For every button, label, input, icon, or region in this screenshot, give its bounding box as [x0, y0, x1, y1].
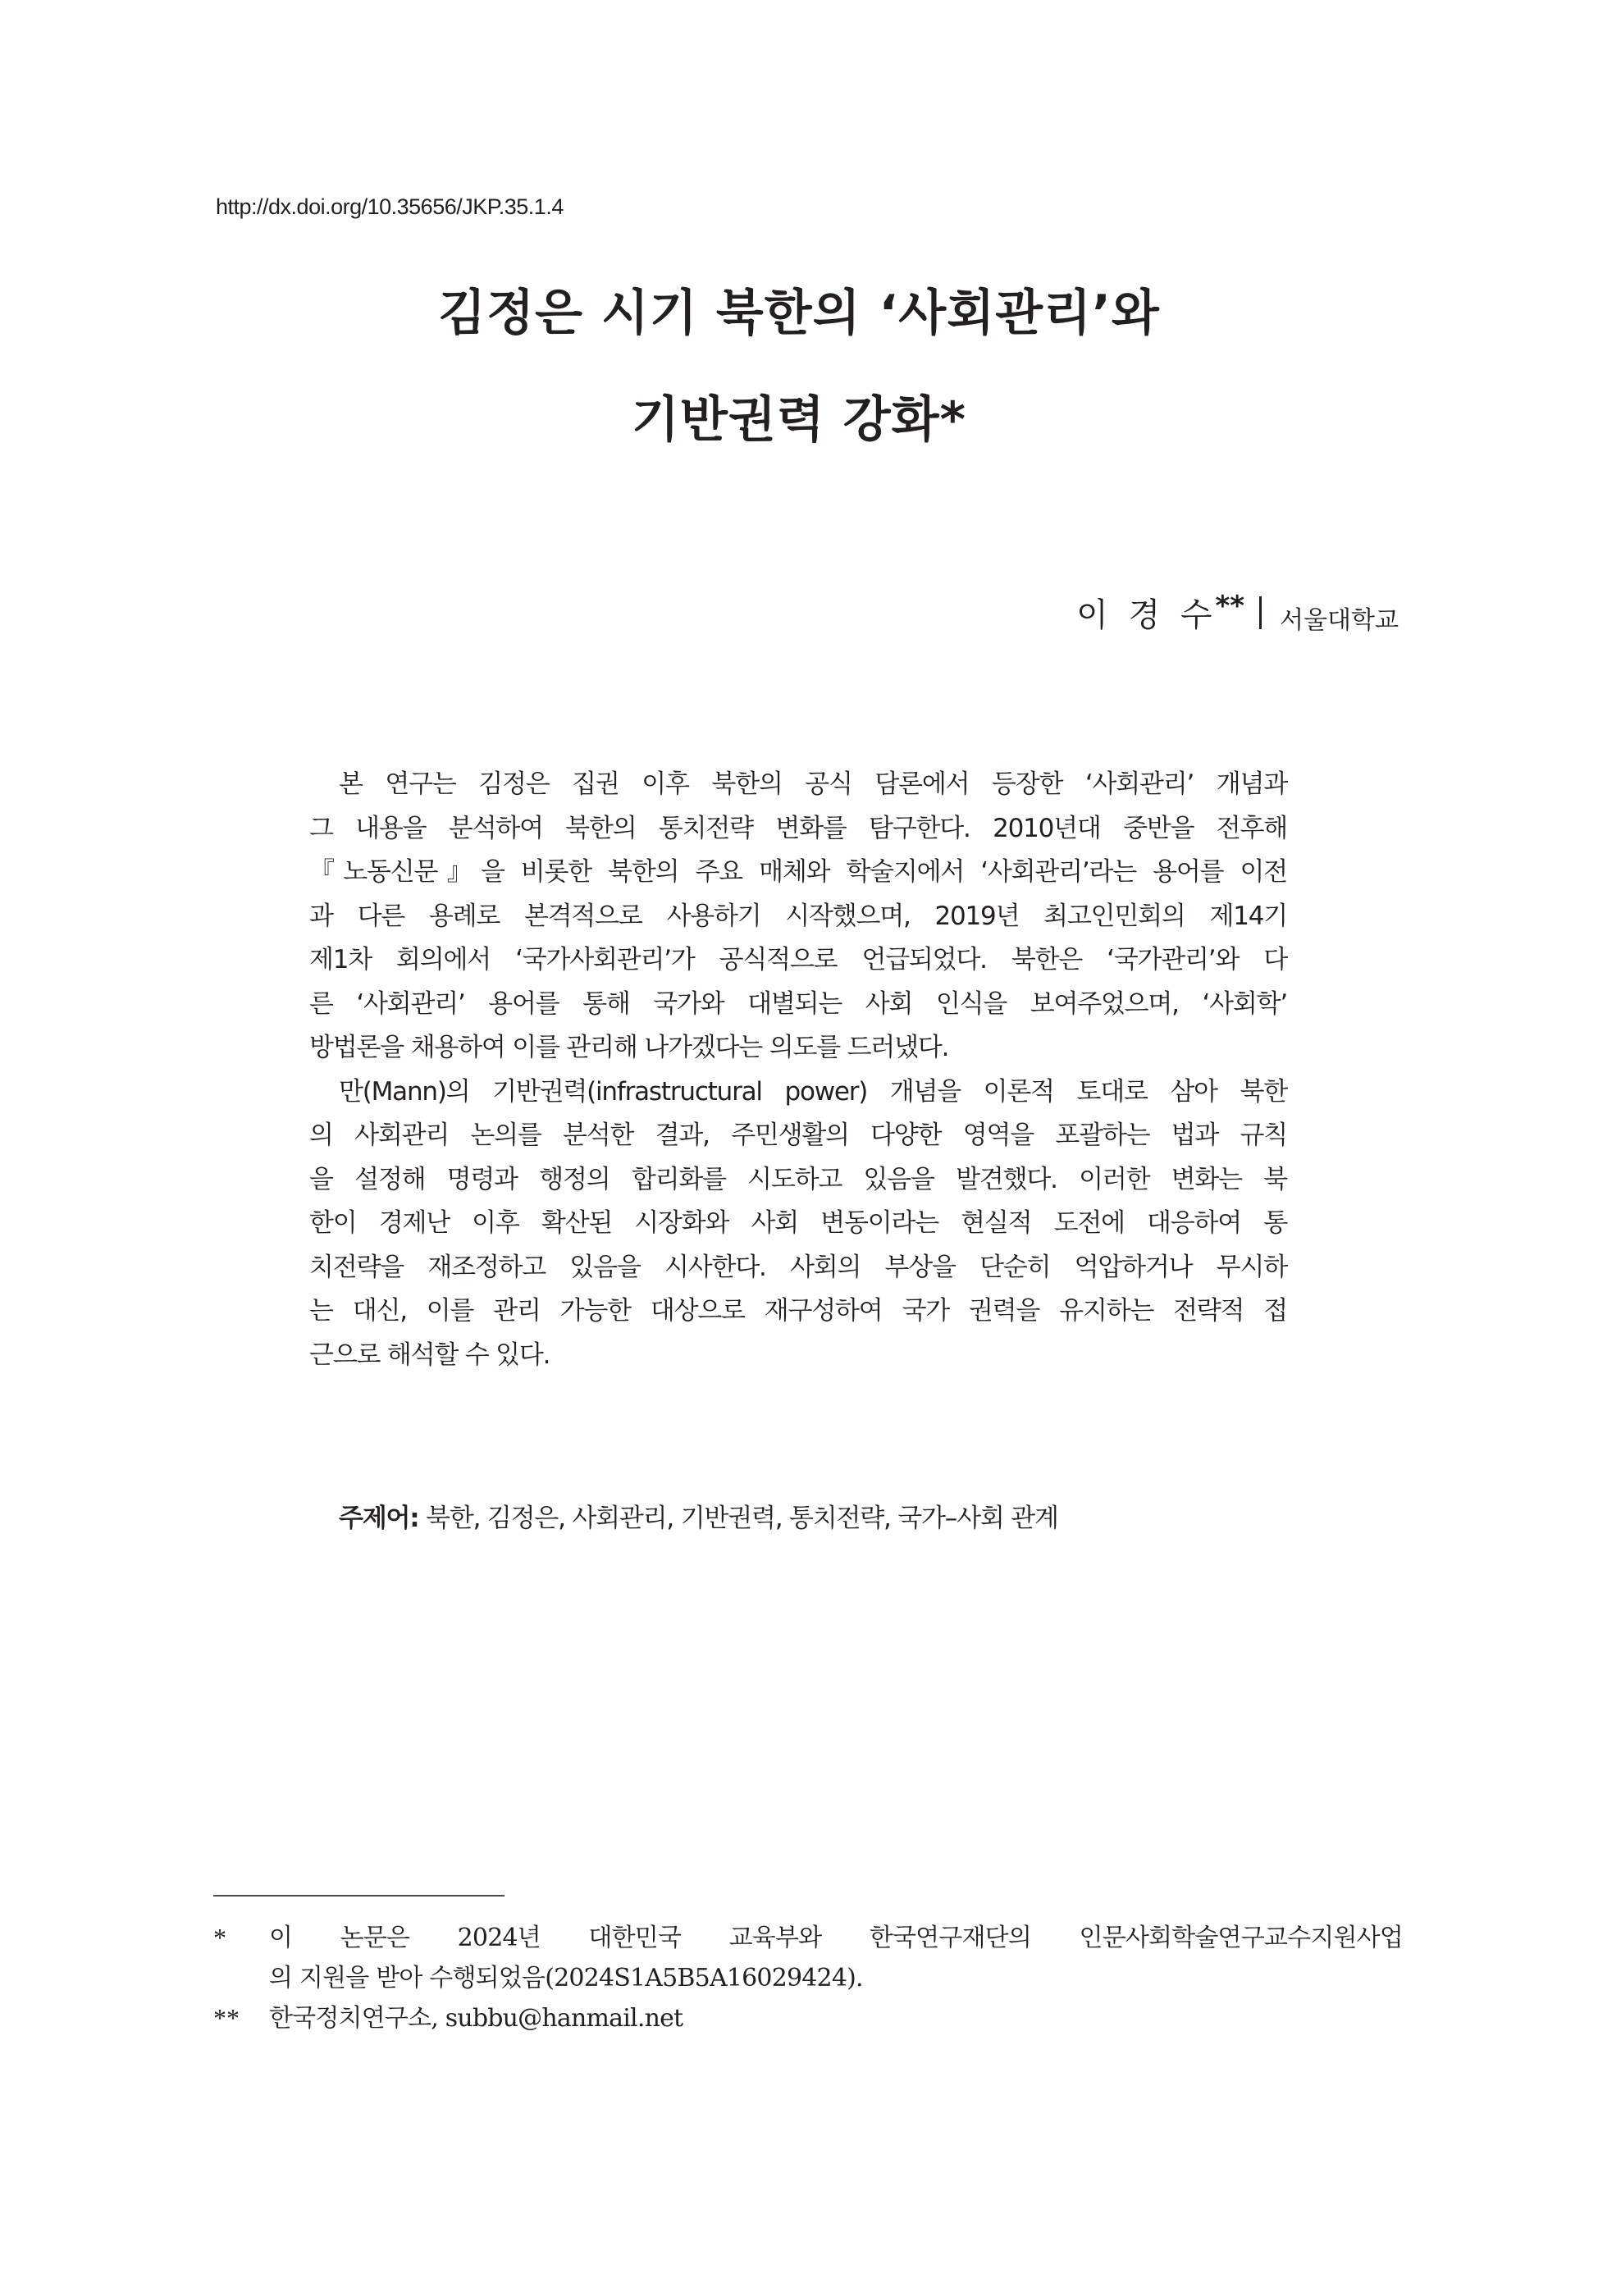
abstract-line: 한이 경제난 이후 확산된 시장화와 사회 변동이라는 현실적 도전에 대응하여 통: [309, 1208, 1287, 1238]
author-footnote-mark: **: [1215, 589, 1245, 623]
abstract-line: 을 설정해 명령과 행정의 합리화를 시도하고 있음을 발견했다. 이러한 변화는 북: [309, 1164, 1287, 1194]
author-separator: [1259, 596, 1262, 629]
title-line-1: 김정은 시기 북한의 ‘사회관리’와: [438, 285, 1160, 342]
author-affiliation: 서울대학교: [1280, 605, 1399, 635]
author-byline: [1076, 589, 1399, 636]
footnote-line: 의 지원을 받아 수행되었음(2024S1A5B5A16029424).: [269, 1964, 863, 1992]
keywords: [339, 1501, 1058, 1536]
abstract-line: 른 ‘사회관리’ 용어를 통해 국가와 대별되는 사회 인식을 보여주었으며, ‘사회학’: [309, 988, 1287, 1019]
author-name: 이 경 수: [1076, 596, 1217, 634]
title-line-2: 기반권력 강화*: [631, 391, 967, 449]
abstract-line: 본 연구는 김정은 집권 이후 북한의 공식 담론에서 등장한 ‘사회관리’ 개념과: [339, 769, 1287, 799]
abstract-line: 는 대신, 이를 관리 가능한 대상으로 재구성하여 국가 권력을 유지하는 전략적 접: [309, 1296, 1287, 1326]
footnote-mark: **: [213, 2003, 240, 2033]
abstract-line: 만(Mann)의 기반권력(infrastructural power) 개념을 이론적 토대로 삼아 북한: [339, 1076, 1287, 1107]
abstract-line: 근으로 해석할 수 있다.: [309, 1340, 550, 1370]
abstract-line: 의 사회관리 논의를 분석한 결과, 주민생활의 다양한 영역을 포괄하는 법과 규칙: [309, 1121, 1287, 1150]
footnote-divider: [213, 1895, 505, 1897]
footnote-line: 이 논문은 2024년 대한민국 교육부와 한국연구재단의 인문사회학술연구교수지원사업: [269, 1924, 1403, 1952]
footnote-mark: *: [213, 1923, 226, 1952]
abstract: [309, 767, 1287, 1381]
abstract-line: 치전략을 재조정하고 있음을 시사한다. 사회의 부상을 단순히 억압하거나 무시하: [309, 1252, 1287, 1282]
footnotes: [213, 1918, 1403, 2038]
abstract-line: 『노동신문』을 비롯한 북한의 주요 매체와 학술지에서 ‘사회관리’라는 용어를 이전: [309, 857, 1287, 887]
abstract-line: 그 내용을 분석하여 북한의 통치전략 변화를 탐구한다. 2010년대 중반을 전후해: [309, 813, 1287, 843]
abstract-line: 방법론을 채용하여 이를 관리해 나가겠다는 의도를 드러냈다.: [309, 1033, 949, 1062]
abstract-line: 제1차 회의에서 ‘국가사회관리’가 공식적으로 언급되었다. 북한은 ‘국가관리’와 다: [309, 945, 1287, 975]
footnote-line: 한국정치연구소, subbu@hanmail.net: [269, 2004, 683, 2033]
keywords-list: 북한, 김정은, 사회관리, 기반권력, 통치전략, 국가–사회 관계: [418, 1504, 1058, 1533]
doi-link[interactable]: http://dx.doi.org/10.35656/JKP.35.1.4: [216, 194, 564, 219]
keywords-label: 주제어:: [339, 1504, 419, 1533]
abstract-line: 과 다른 용례로 본격적으로 사용하기 시작했으며, 2019년 최고인민회의 제14기: [309, 901, 1287, 931]
footnote-author: [213, 1998, 1403, 2038]
footnote-funding: [213, 1918, 1403, 1998]
